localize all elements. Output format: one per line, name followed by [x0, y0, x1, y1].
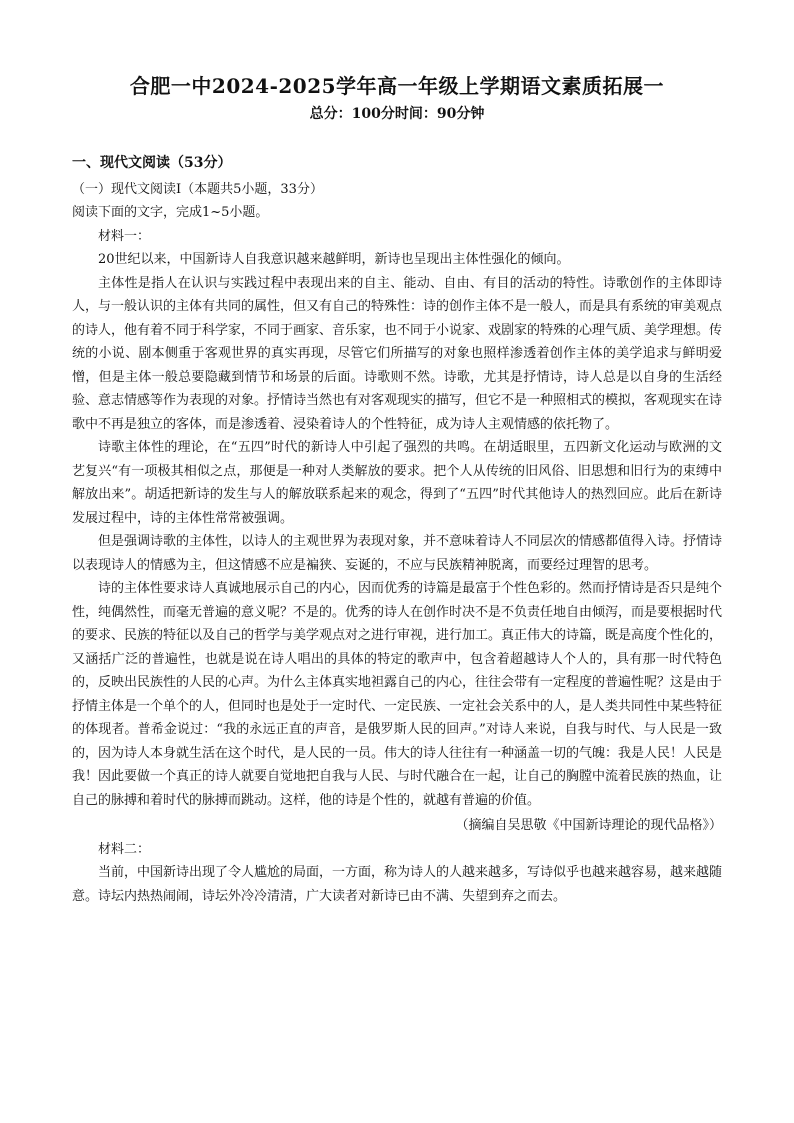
section-heading: 一、现代文阅读（53分）: [72, 155, 232, 171]
material-2-paragraph: 当前，中国新诗出现了令人尴尬的局面，一方面，称为诗人的人越来越多，写诗似乎也越来越容易，越来越随意。诗坛内热热闹闹，诗坛外冷冷清清，广大读者对新诗已由不满、失望到弃之而去。: [72, 865, 723, 904]
document-body: [72, 152, 722, 908]
material-1-paragraph: 主体性是指人在认识与实践过程中表现出来的自主、能动、自由、有目的活动的特性。诗歌创作的主体即诗人，与一般认识的主体有共同的属性，但又有自己的特殊性：诗的创作主体不是一般人，而是具有系统的审美观点的诗人，他有着不同于科学家，不同于画家、音乐家，也不同于小说家、戏剧家的特殊的心理气质、美学理想。传统的小说、剧本侧重于客观世界的真实再现，尽管它们所描写的对象也照样渗透着创作主体的美学追求与鲜明爱憎，但是主体一般总要隐藏到情节和场景的后面。诗歌则不然。诗歌，尤其是抒情诗，诗人总是以自身的生活经验、意志情感等作为表现的对象。抒情诗当然也有对客观现实的描写，但它不是一种照相式的模拟，客观现实在诗歌中不再是独立的客体，而是渗透着、浸染着诗人的个性特征，成为诗人主观情感的依托物了。: [72, 275, 723, 432]
document-subtitle: 总分：100分时间：90分钟: [309, 106, 485, 122]
material-1-paragraph: 但是强调诗歌的主体性，以诗人的主观世界为表现对象，并不意味着诗人不同层次的情感都值得入诗。抒情诗以表现诗人的情感为主，但这情感不应是褊狭、妄诞的，不应与民族精神脱离，而要经过理智的思考。: [72, 534, 723, 573]
document-title: 合肥一中2024-2025学年高一年级上学期语文素质拓展一: [129, 74, 665, 98]
material-1-paragraph: 20世纪以来，中国新诗人自我意识越来越鲜明，新诗也呈现出主体性强化的倾向。: [98, 252, 570, 267]
material-1-paragraph: 诗歌主体性的理论，在“五四”时代的新诗人中引起了强烈的共鸣。在胡适眼里，五四新文化运动与欧洲的文艺复兴“有一项极其相似之点，那便是一种对人类解放的要求。把个人从传统的旧风俗、旧思想和旧行为的束缚中解放出来”。胡适把新诗的发生与人的解放联系起来的观念，得到了“五四”时代其他诗人的热烈回应。此后在新诗发展过程中，诗的主体性常常被强调。: [72, 440, 722, 526]
section-subheading: （一）现代文阅读Ⅰ（本题共5小题，33分）: [72, 181, 323, 197]
reading-instruction: 阅读下面的文字，完成1~5小题。: [72, 205, 269, 220]
material-2-label: 材料二：: [98, 841, 151, 857]
material-1-paragraph: 诗的主体性要求诗人真诚地展示自己的内心，因而优秀的诗篇是最富于个性色彩的。然而抒情诗是否只是纯个性，纯偶然性，而毫无普遍的意义呢？不是的。优秀的诗人在创作时决不是不负责任地自由倾泻，而是要根据时代的要求、民族的特征以及自己的哲学与美学观点对之进行审视，进行加工。真正伟大的诗篇，既是高度个性化的，又涵括广泛的普遍性，也就是说在诗人唱出的具体的特定的歌声中，包含着超越诗人个人的，具有那一时代特色的，反映出民族性的人民的心声。为什么主体真实地袒露自己的内心，往往会带有一定程度的普遍性呢？这是由于抒情主体是一个单个的人，但同时也是处于一定时代、一定民族、一定社会关系中的人，是人类共同性中某些特征的体现者。普希金说过：“我的永远正直的声音，是俄罗斯人民的回声。”对诗人来说，自我与时代、与人民是一致的，因为诗人本身就生活在这个时代，是人民的一员。伟大的诗人往往有一种涵盖一切的气魄：我是人民！人民是我！因此要做一个真正的诗人就要自觉地把自我与人民、与时代融合在一起，让自己的胸膛中流着民族的热血，让自己的脉搏和着时代的脉搏而跳动。这样，他的诗是个性的，就越有普遍的价值。: [72, 581, 723, 808]
material-1-label: 材料一：: [98, 228, 151, 244]
material-1-source: （摘编自吴思敬《中国新诗理论的现代品格》）: [455, 818, 722, 833]
